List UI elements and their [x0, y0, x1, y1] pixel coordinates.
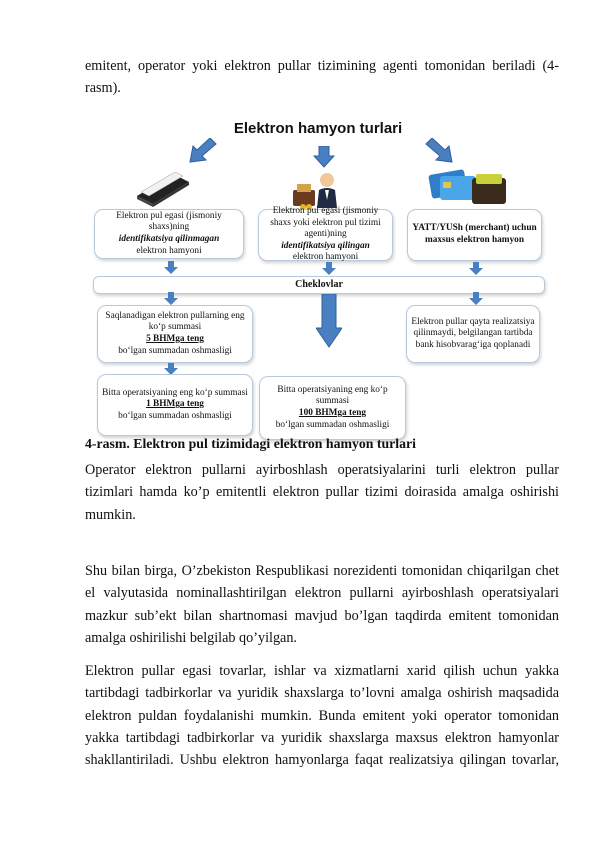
text-line: shakllantiriladi. Ushbu elektron hamyonlarga faqat realizatsiya qilingan tovarlar, [85, 752, 559, 769]
box-text: bo‘lgan summadan oshmasligi [118, 410, 232, 421]
large-arrow-down-icon [316, 294, 342, 348]
text-line: mazkur sub’ekt bilan shartnomasi mavjud bo’lgan taqdirda emitent tomonidan [85, 607, 559, 624]
arrow-down-left-icon [188, 138, 218, 164]
box-text: Bitta operatsiyaning eng ko‘p summasi [277, 384, 388, 407]
box-text: bo‘lgan summadan oshmasligi [118, 345, 232, 356]
box-emphasis: identifikatsiya qilingan [281, 240, 370, 251]
arrow-down-right-icon [424, 138, 454, 164]
text-line: Shu bilan birga, O’zbekiston Respublikasi norezidenti tomonidan chiqarilgan chet [85, 563, 559, 579]
text-line: Elektron pullar egasi tovarlar, ishlar va xizmatlarni xarid qilish uchun yakka [85, 663, 559, 679]
limit-storage-5bhm [97, 305, 253, 363]
text-line: tizimlari hamda ko’p emitentli elektron pullar tizimi doirasida amalga oshirishi [85, 484, 559, 501]
arrow-down-icon [164, 261, 178, 275]
box-merchant-wallet [407, 209, 542, 261]
text-line: tartibdagi tadbirkorlar va yuridik shaxslarga to’lovni amalga oshirish maqsadida [85, 685, 559, 702]
box-amount: 5 BHMga teng [146, 334, 204, 344]
box-unidentified-wallet [94, 209, 244, 259]
box-identified-wallet [258, 206, 393, 263]
paragraph-2 [85, 459, 559, 526]
arrow-down-icon [469, 262, 483, 276]
arrow-down-icon [469, 292, 483, 306]
box-text: elektron hamyoni [292, 252, 359, 263]
text-line: emitent, operator yoki elektron pullar tizimining agenti tomonidan beriladi (4- [85, 58, 559, 74]
arrow-down-icon [322, 262, 336, 276]
box-text: Elektron pul egasi (jismoniy shaxs yoki elektron pul tizimi agenti)ning [270, 206, 381, 240]
text-line: Operator elektron pullarni ayirboshlash operatsiyalarini turli elektron pullar [85, 462, 559, 478]
e-wallet-types-figure [88, 112, 548, 430]
paragraph-3 [85, 560, 559, 649]
limit-operation-100bhm [259, 376, 406, 440]
person-with-money-icon [291, 170, 346, 210]
figure-caption: 4-rasm. Elektron pul tizimidagi elektron hamyon turlari [85, 436, 416, 451]
text-line: mumkin. [85, 506, 136, 523]
box-text: YATT/YUSh (merchant) uchun maxsus elektron hamyon [412, 223, 537, 245]
limits-band: Cheklovlar [93, 276, 545, 294]
box-amount: 100 BHMga teng [298, 408, 367, 418]
arrow-down-icon [164, 292, 178, 306]
text-line: yakka tartibdagi tadbirkorlar va yuridik shaxslarga maxsus elektron hamyonlar [85, 729, 559, 746]
box-amount: 1 BHMga teng [146, 399, 204, 410]
paragraph-4 [85, 660, 559, 771]
figure-title: Elektron hamyon turlari [233, 120, 403, 137]
text-line: el valyutasida nominallashtirilgan elektron pullarni ayirboshlash operatsiyalari [85, 585, 559, 602]
text-line: elektron puldan foydalanishi mumkin. Bunda emitent yoki operator tomonidan [85, 707, 559, 724]
box-text: Bitta operatsiyaning eng ko‘p summasi [102, 387, 248, 398]
paragraph-1 [85, 55, 559, 100]
text-line: amalga oshirilishi belgilab qo’yilgan. [85, 629, 297, 646]
box-text: elektron hamyoni [136, 245, 202, 256]
limit-operation-1bhm [97, 374, 253, 436]
box-text: Elektron pullar qayta realizatsiya qilinmaydi, belgilangan tartibda bank hisobvarag‘iga qoplanadi [411, 316, 535, 350]
arrow-down-icon [313, 146, 335, 168]
text-line: rasm). [85, 80, 121, 97]
box-text: Saqlanadigan elektron pullarning eng ko‘p summasi [105, 310, 245, 333]
box-text: Elektron pul egasi (jismoniy shaxs)ning [116, 210, 222, 233]
box-emphasis: identifikatsiya qilinmagan [118, 234, 220, 244]
bank-cards-and-wallet-icon [428, 168, 508, 206]
box-text: bo‘lgan summadan oshmasligi [275, 419, 390, 430]
leather-wallet-icon [133, 168, 193, 208]
limit-redemption [406, 305, 540, 363]
